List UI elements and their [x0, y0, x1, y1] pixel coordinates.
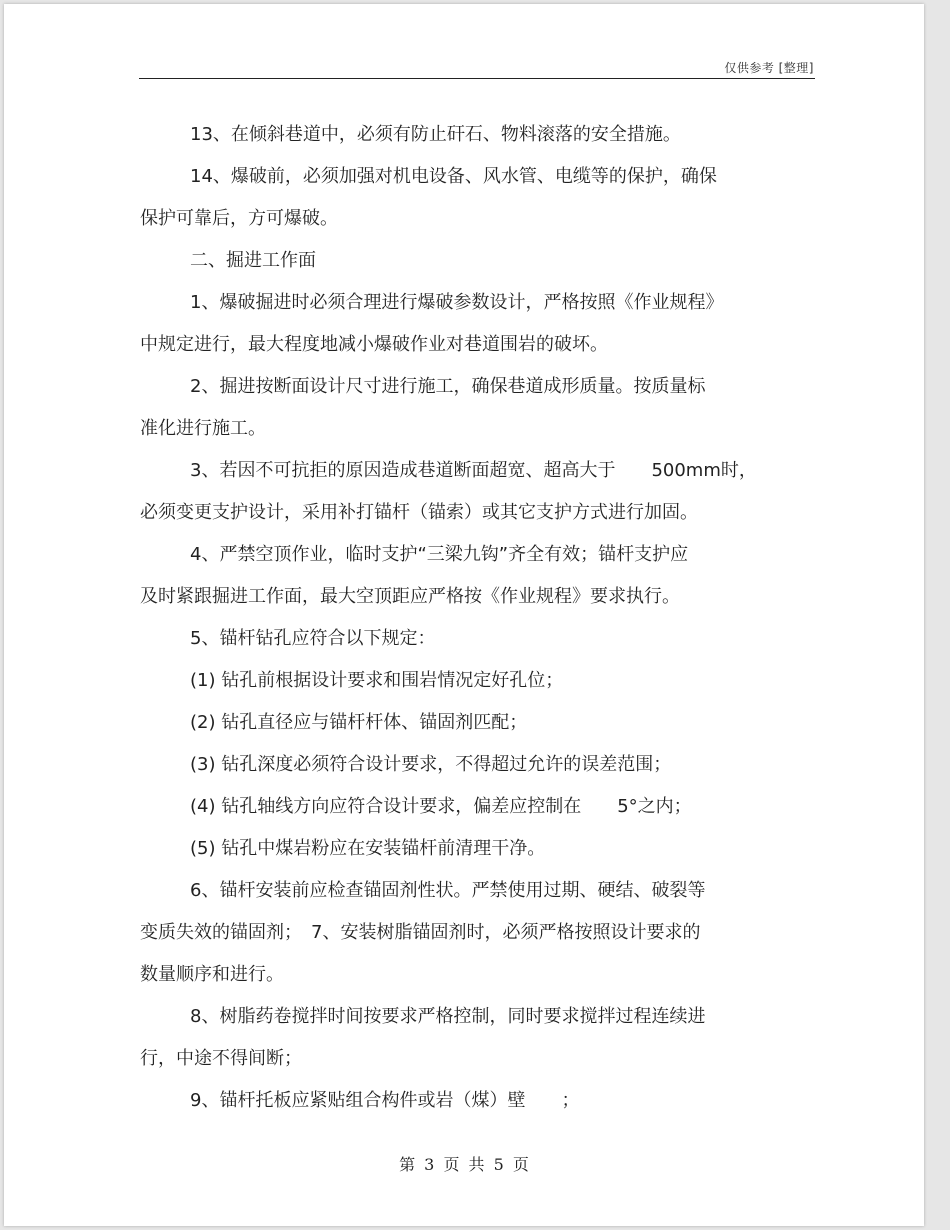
- list-item: (4) 钻孔轴线方向应符合设计要求，偏差应控制在 5°之内；: [190, 796, 692, 817]
- paragraph-line: 13、在倾斜巷道中，必须有防止矸石、物料滚落的安全措施。: [190, 124, 681, 145]
- paragraph-line: 5、锚杆钻孔应符合以下规定：: [190, 628, 436, 649]
- paragraph-line: 准化进行施工。: [140, 418, 266, 439]
- paragraph-line: 9、锚杆托板应紧贴组合构件或岩（煤）壁 ；: [190, 1090, 580, 1111]
- paragraph-line: 6、锚杆安装前应检查锚固剂性状。严禁使用过期、硬结、破裂等: [190, 880, 706, 901]
- paragraph-line: 及时紧跟掘进工作面，最大空顶距应严格按《作业规程》要求执行。: [140, 586, 680, 607]
- paragraph-line: 中规定进行，最大程度地减小爆破作业对巷道围岩的破坏。: [140, 334, 608, 355]
- paragraph-line: 1、爆破掘进时必须合理进行爆破参数设计，严格按照《作业规程》: [190, 292, 724, 313]
- paragraph-line: 变质失效的锚固剂； 7、安装树脂锚固剂时，必须严格按照设计要求的: [140, 922, 701, 943]
- paragraph-line: 14、爆破前，必须加强对机电设备、风水管、电缆等的保护，确保: [190, 166, 717, 187]
- list-item: (3) 钻孔深度必须符合设计要求，不得超过允许的误差范围；: [190, 754, 672, 775]
- paragraph-line: 4、严禁空顶作业，临时支护“三梁九钩”齐全有效；锚杆支护应: [190, 544, 689, 565]
- list-item: (1) 钻孔前根据设计要求和围岩情况定好孔位；: [190, 670, 564, 691]
- paragraph-line: 保护可靠后，方可爆破。: [140, 208, 338, 229]
- paragraph-line: 2、掘进按断面设计尺寸进行施工，确保巷道成形质量。按质量标: [190, 376, 706, 397]
- document-body: [140, 114, 800, 1122]
- section-heading: 二、掘进工作面: [190, 250, 316, 271]
- paragraph-line: 3、若因不可抗拒的原因造成巷道断面超宽、超高大于 500mm时，: [190, 460, 757, 481]
- paragraph-line: 行，中途不得间断；: [140, 1048, 302, 1069]
- document-page: [4, 4, 924, 1226]
- paragraph-line: 数量顺序和进行。: [140, 964, 284, 985]
- paragraph-line: 必须变更支护设计，采用补打锚杆（锚索）或其它支护方式进行加固。: [140, 502, 698, 523]
- list-item: (5) 钻孔中煤岩粉应在安装锚杆前清理干净。: [190, 838, 546, 859]
- page-number: 第 3 页 共 5 页: [399, 1155, 529, 1174]
- list-item: (2) 钻孔直径应与锚杆杆体、锚固剂匹配；: [190, 712, 528, 733]
- header-divider: [139, 78, 815, 79]
- paragraph-line: 8、树脂药卷搅拌时间按要求严格控制，同时要求搅拌过程连续进: [190, 1006, 706, 1027]
- header-note: 仅供参考 [整理]: [724, 61, 814, 75]
